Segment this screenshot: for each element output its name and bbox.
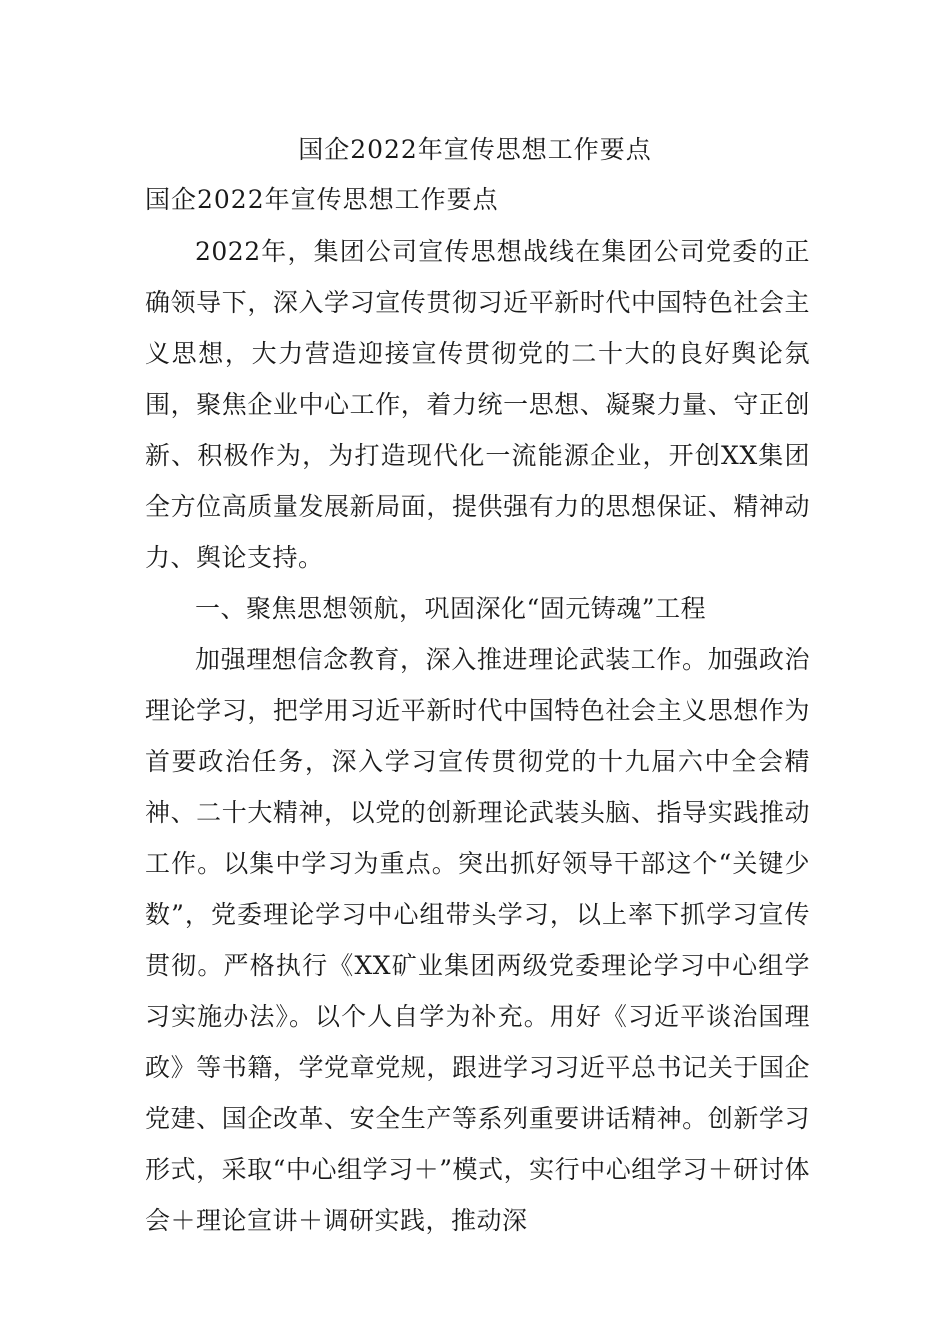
section-heading-1: 一、聚焦思想领航，巩固深化“固元铸魂”工程 xyxy=(195,594,707,623)
intro-paragraph: 2022年，集团公司宣传思想战线在集团公司党委的正确领导下，深入学习宣传贯彻习近平新时代中国特色社会主义思想，大力营造迎接宣传贯彻党的二十大的良好舆论氛围，聚焦企业中心工作，着力统一思想、凝聚力量、守正创新、积极作为，为打造现代化一流能源企业，开创XX集团全方位高质量发展新局面，提供强有力的思想保证、精神动力、舆论支持。 xyxy=(145,237,810,572)
document-title: 国企2022年宣传思想工作要点 xyxy=(298,135,652,164)
document-subtitle: 国企2022年宣传思想工作要点 xyxy=(145,185,499,214)
section-1-paragraph: 加强理想信念教育，深入推进理论武装工作。加强政治理论学习，把学用习近平新时代中国特色社会主义思想作为首要政治任务，深入学习宣传贯彻党的十九届六中全会精神、二十大精神，以党的创新理论武装头脑、指导实践推动工作。以集中学习为重点。突出抓好领导干部这个“关键少数”，党委理论学习中心组带头学习，以上率下抓学习宣传贯彻。严格执行《XX矿业集团两级党委理论学习中心组学习实施办法》。以个人自学为补充。用好《习近平谈治国理政》等书籍，学党章党规，跟进学习习近平总书记关于国企党建、国企改革、安全生产等系列重要讲话精神。创新学习形式，采取“中心组学习＋”模式，实行中心组学习＋研讨体会＋理论宣讲＋调研实践，推动深 xyxy=(145,645,810,1235)
document-body xyxy=(145,180,810,1246)
